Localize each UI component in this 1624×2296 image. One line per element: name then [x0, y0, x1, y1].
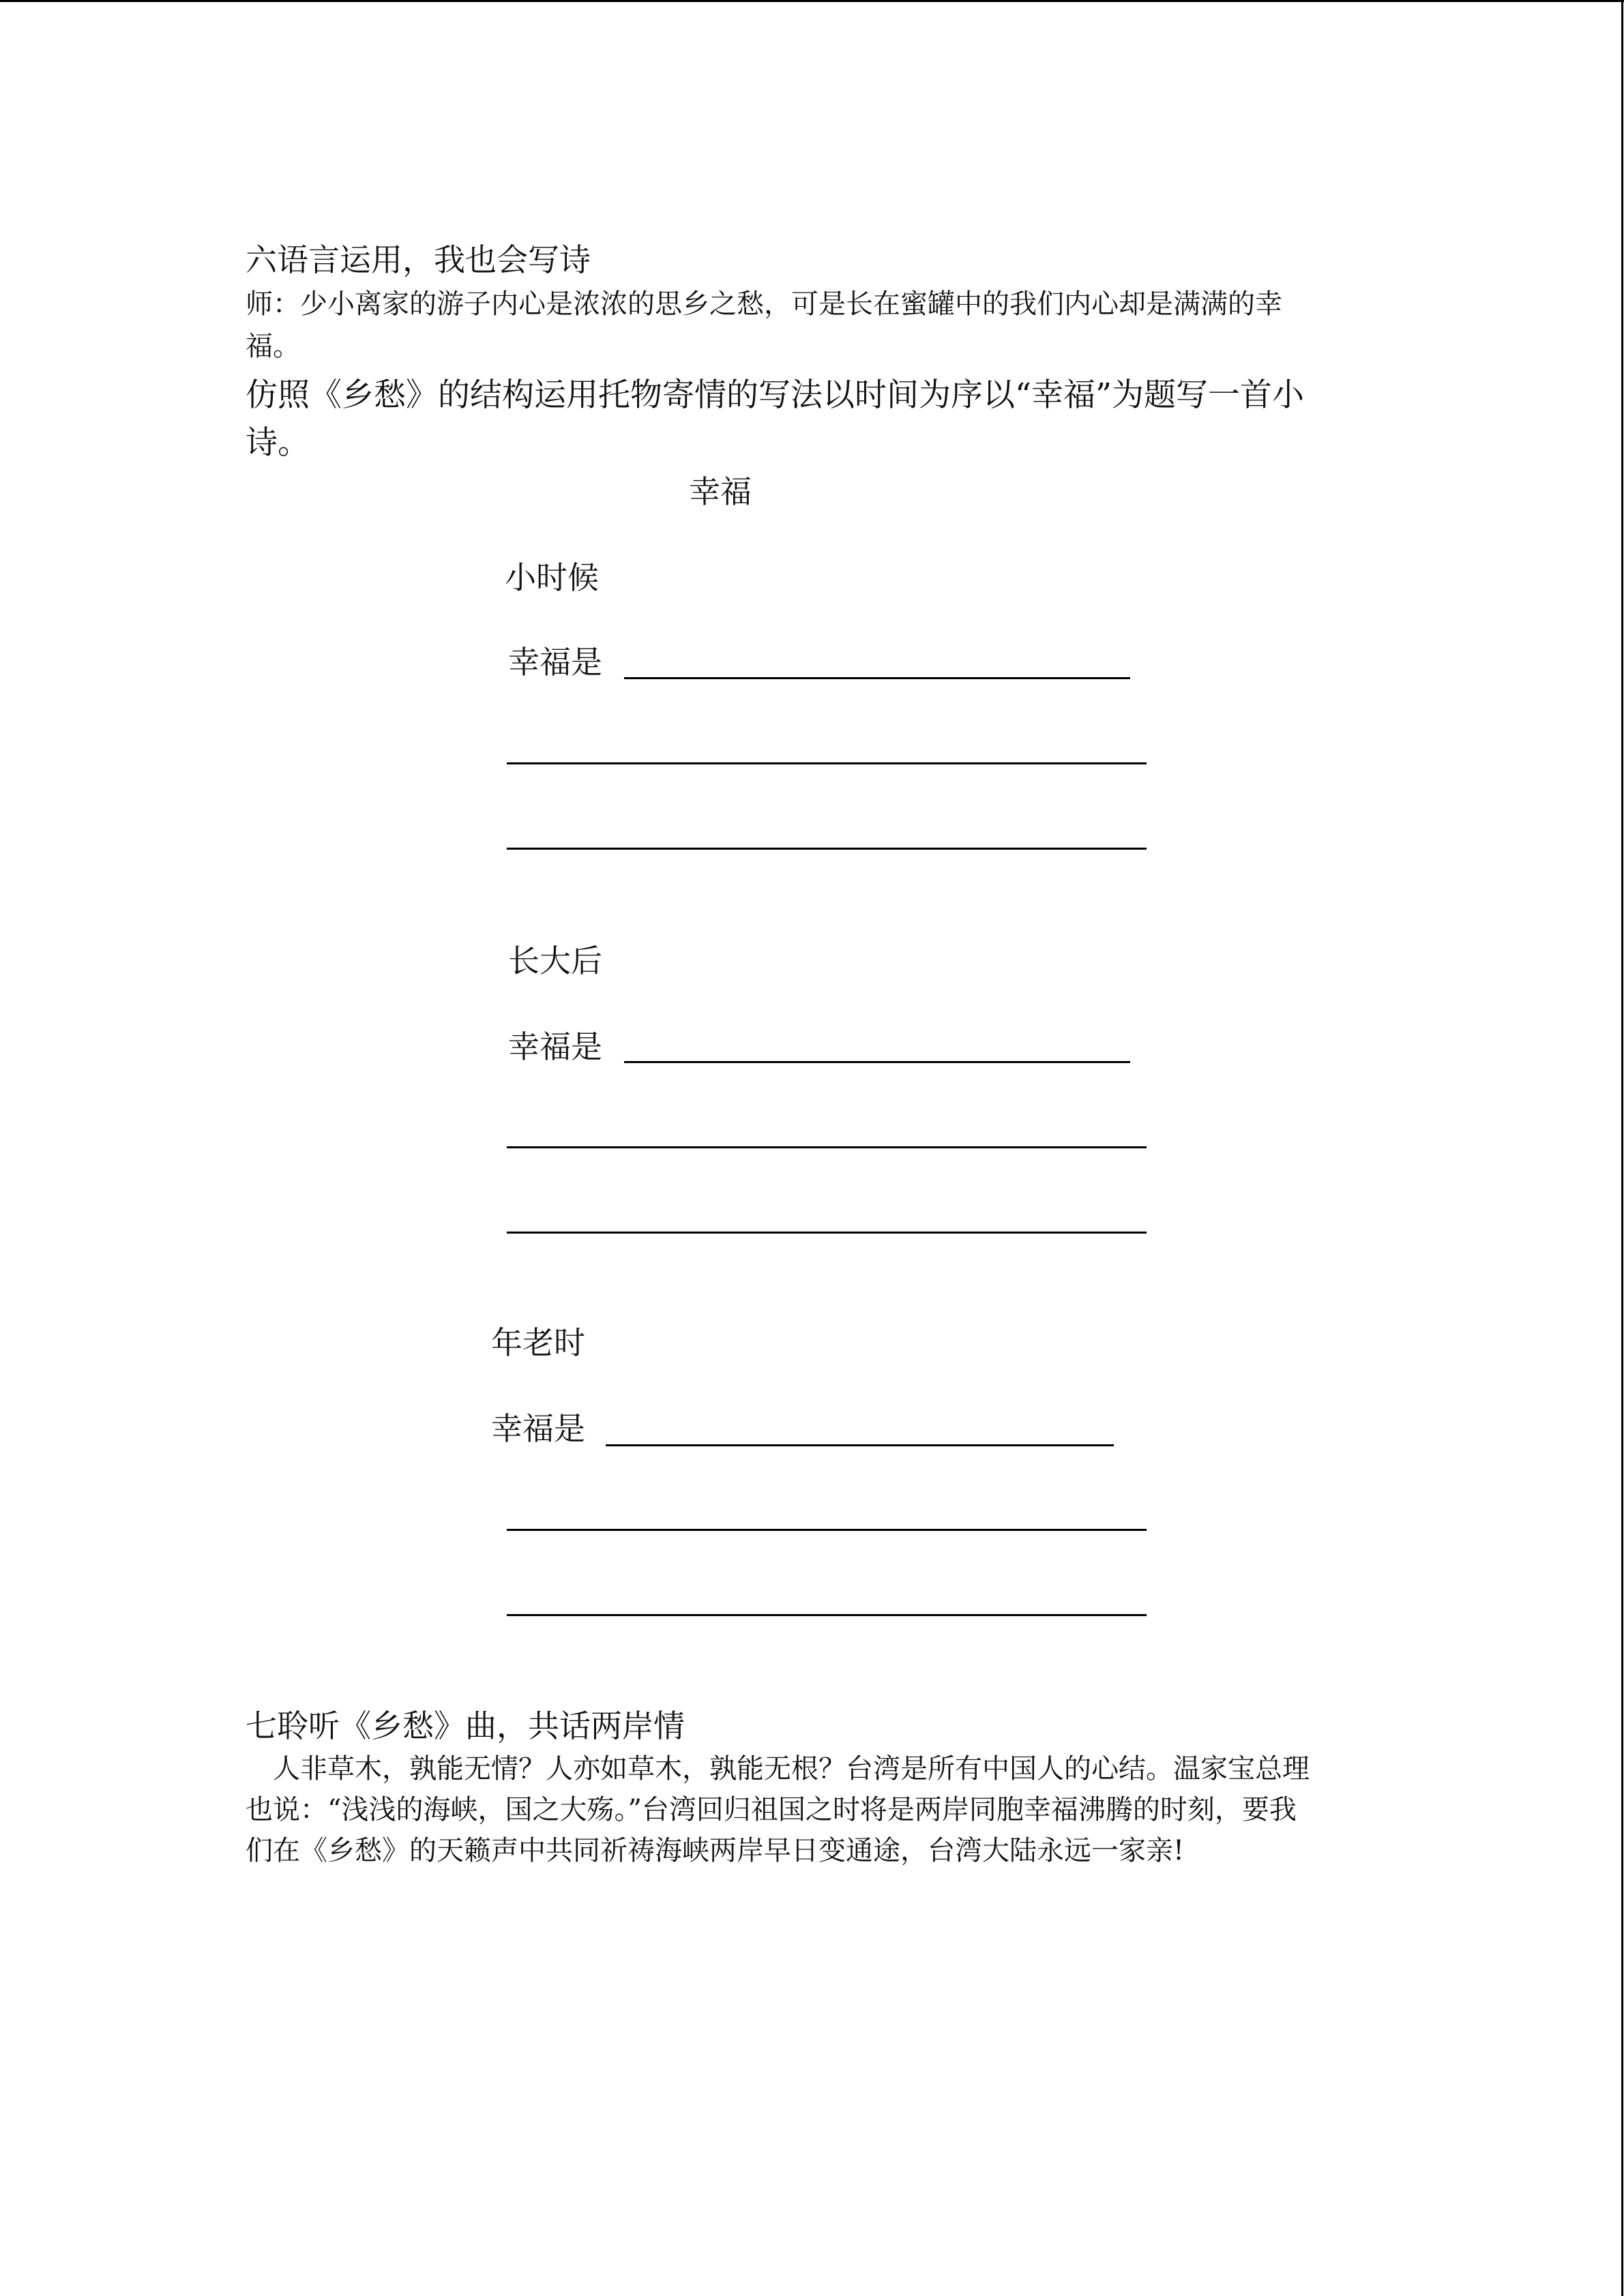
page-top-border [0, 0, 1624, 2]
task-line-2: 诗。 [246, 424, 310, 462]
stanza1-blank-1 [624, 677, 1130, 679]
section7-heading: 七聆听《乡愁》曲，共话两岸情 [246, 1708, 685, 1744]
stanza2-blank-2 [507, 1146, 1147, 1148]
section7-para-line-3: 们在《乡愁》的天籁声中共同祈祷海峡两岸早日变通途，台湾大陆永远一家亲! [246, 1835, 1185, 1866]
stanza1-blank-2 [507, 762, 1147, 764]
stanza3-prefix: 幸福是 [491, 1410, 585, 1447]
stanza1-prefix: 幸福是 [508, 644, 602, 681]
section7-para-line-1: 人非草木，孰能无情？人亦如草木，孰能无根？台湾是所有中国人的心结。温家宝总理 [273, 1753, 1310, 1785]
section7-para-line-2: 也说：“浅浅的海峡，国之大殇。”台湾回归祖国之时将是两岸同胞幸福沸腾的时刻，要我 [246, 1794, 1297, 1825]
stanza2-time: 长大后 [508, 942, 602, 979]
stanza2-blank-1 [624, 1061, 1130, 1063]
stanza3-time: 年老时 [491, 1324, 585, 1361]
section6-heading: 六语言运用，我也会写诗 [246, 241, 591, 278]
page-right-border [1621, 0, 1623, 2296]
stanza3-blank-1 [606, 1444, 1114, 1446]
teacher-line-1: 师：少小离家的游子内心是浓浓的思乡之愁，可是长在蜜罐中的我们内心却是满满的幸 [246, 288, 1282, 320]
task-line-1: 仿照《乡愁》的结构运用托物寄情的写法以时间为序以“幸福”为题写一首小 [246, 376, 1305, 414]
stanza1-blank-3 [507, 848, 1147, 850]
teacher-line-2: 福。 [246, 331, 300, 362]
stanza3-blank-2 [507, 1529, 1147, 1531]
stanza3-blank-3 [507, 1614, 1147, 1616]
poem-title: 幸福 [689, 473, 752, 510]
stanza2-prefix: 幸福是 [508, 1028, 602, 1065]
stanza1-time: 小时候 [505, 559, 599, 596]
stanza2-blank-3 [507, 1232, 1147, 1234]
